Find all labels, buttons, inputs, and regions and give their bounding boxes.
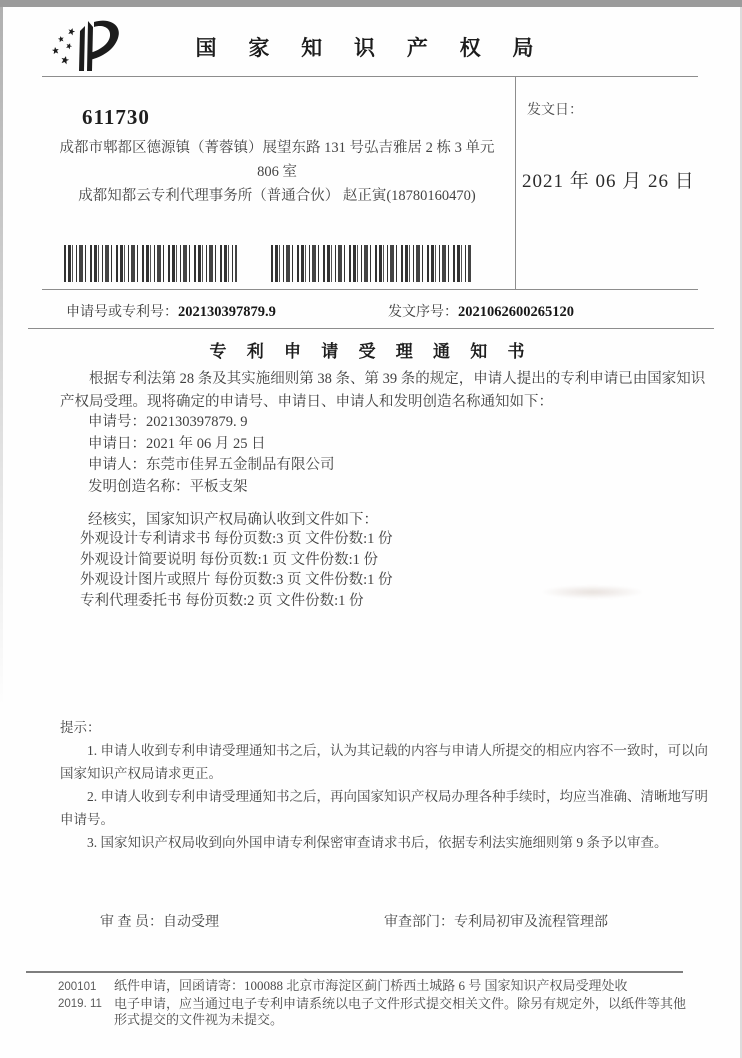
signature-row (100, 911, 700, 931)
serial-number (388, 301, 574, 321)
department-label: 审查部门： (384, 915, 454, 930)
agency-title: 国 家 知 识 产 权 局 (195, 37, 547, 60)
examiner-label: 审 查 员： (100, 915, 163, 930)
footer-code-2: 2019. 11 (58, 997, 102, 1010)
footer-rule (26, 971, 683, 973)
tip-item-1: 1. 申请人收到专利申请受理通知书之后，认为其记载的内容与申请人所提交的相应内容不一致时，可以向国家知识产权局请求更正。 (60, 743, 708, 781)
footer-code-1: 200101 (58, 981, 97, 993)
agent-line: 成都知都云专利代理事务所（普通合伙） 赵正寅(18780160470) (78, 188, 476, 204)
scan-smudge (540, 585, 645, 599)
application-number-value: 202130397879.9 (178, 304, 276, 320)
footer-codes (58, 979, 102, 1012)
confirm-intro: 经核实，国家知识产权局确认收到文件如下： (88, 512, 378, 528)
tip-item-2: 2. 申请人收到专利申请受理通知书之后，再向国家知识产权局办理各种手续时，均应当准确、清晰地写明申请号。 (60, 789, 708, 827)
document-item: 专利代理委托书 每份页数:2 页 文件份数:1 份 (80, 592, 364, 609)
barcode-left (64, 245, 237, 282)
received-documents-list (80, 529, 393, 611)
field-application-date: 申请日：2021 年 06 月 25 日 (88, 435, 266, 452)
footer-electronic-note: 电子申请，应当通过电子专利申请系统以电子文件形式提交相关文件。除另有规定外，以纸件等其他形式提交的文件视为未提交。 (114, 995, 687, 1027)
issue-date-label: 发文日： (527, 103, 583, 118)
address-line-2: 806 室 (257, 164, 297, 180)
application-fields (88, 412, 335, 498)
address-line-1: 成都市郫都区德源镇（菁蓉镇）展望东路 131 号弘吉雅居 2 栋 3 单元 (59, 140, 495, 156)
scan-edge-left (0, 7, 3, 707)
tips-label: 提示： (60, 720, 101, 735)
serial-number-value: 2021062600265120 (458, 304, 574, 320)
notice-title: 专 利 申 请 受 理 通 知 书 (209, 342, 533, 361)
department (384, 911, 608, 931)
title-top-rule (28, 328, 714, 329)
footer-notes (114, 978, 694, 1029)
field-application-number: 申请号：202130397879. 9 (88, 414, 248, 430)
postal-code: 611730 (82, 105, 150, 129)
field-applicant: 申请人：东莞市佳昇五金制品有限公司 (88, 457, 335, 473)
barcode-right (271, 245, 471, 282)
examiner-value: 自动受理 (163, 915, 219, 930)
document-item: 外观设计专利请求书 每份页数:3 页 文件份数:1 份 (80, 531, 393, 547)
tip-item-3: 3. 国家知识产权局收到向外国申请专利保密审查请求书后，依据专利法实施细则第 9 条予以审查。 (87, 835, 668, 850)
document-item: 外观设计图片或照片 每份页数:3 页 文件份数:1 份 (80, 572, 393, 588)
document-item: 外观设计简要说明 每份页数:1 页 文件份数:1 份 (80, 551, 379, 568)
address-box-bottom-rule (42, 289, 698, 290)
department-value: 专利局初审及流程管理部 (454, 915, 608, 930)
reference-row (66, 301, 706, 321)
scan-edge-top (0, 0, 742, 7)
header-rule (42, 76, 698, 77)
notice-intro: 根据专利法第 28 条及其实施细则第 38 条、第 39 条的规定，申请人提出的专利申请已由国家知识产权局受理。现将确定的申请号、申请日、申请人和发明创造名称通知如下： (60, 371, 706, 410)
tips-section (60, 716, 715, 854)
serial-number-label: 发文序号： (388, 305, 458, 320)
footer-paper-note: 纸件申请，回函请寄：100088 北京市海淀区蓟门桥西土城路 6 号 国家知识产权局受理处收 (114, 978, 628, 993)
application-number-label: 申请号或专利号： (66, 305, 178, 320)
field-invention-title: 发明创造名称：平板支架 (88, 478, 248, 495)
date-box-divider (515, 76, 516, 290)
issue-date-value: 2021 年 06 月 26 日 (522, 171, 695, 192)
